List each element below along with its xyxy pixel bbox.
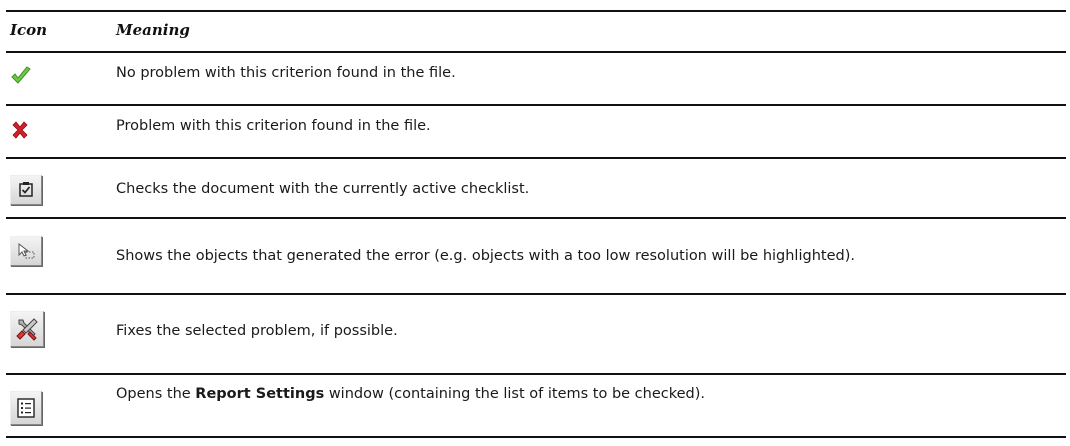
row-rule — [6, 217, 1066, 219]
column-header-meaning: Meaning — [116, 21, 190, 39]
header-rule — [6, 51, 1066, 53]
table-row-icon — [10, 66, 32, 90]
table-row-meaning: Checks the document with the currently active checklist. — [116, 181, 530, 197]
row-rule — [6, 157, 1066, 159]
row-rule — [6, 293, 1066, 295]
check-document-icon — [17, 181, 35, 199]
table-row-meaning: No problem with this criterion found in the file. — [116, 65, 456, 81]
report-settings-button[interactable] — [10, 391, 42, 425]
table-row-icon — [10, 175, 42, 205]
meaning-text-prefix: Opens the — [116, 386, 196, 402]
table-row-meaning: Problem with this criterion found in the file. — [116, 118, 431, 134]
show-objects-button[interactable] — [10, 236, 42, 266]
row-rule — [6, 373, 1066, 375]
table-row-icon — [10, 311, 44, 347]
green-checkmark-icon — [10, 66, 32, 86]
show-objects-icon — [16, 242, 36, 260]
table-row-meaning: Fixes the selected problem, if possible. — [116, 323, 398, 339]
table-row-meaning — [116, 386, 705, 402]
report-settings-icon — [16, 397, 36, 419]
red-cross-icon — [10, 120, 30, 140]
column-header-icon: Icon — [10, 21, 48, 39]
meaning-text-suffix: window (containing the list of items to be checked). — [324, 386, 706, 402]
fix-tools-icon — [14, 316, 40, 342]
table-row-meaning: Shows the objects that generated the error (e.g. objects with a too low resolution will be highlighted). — [116, 248, 855, 264]
table-row-icon — [10, 236, 42, 266]
check-document-button[interactable] — [10, 175, 42, 205]
row-rule — [6, 104, 1066, 106]
table-row-icon — [10, 391, 42, 425]
table-row-icon — [10, 120, 30, 144]
report-settings-label: Report Settings — [195, 386, 325, 402]
fix-problem-button[interactable] — [10, 311, 44, 347]
table-bottom-rule — [6, 436, 1066, 438]
table-top-rule — [6, 10, 1066, 12]
